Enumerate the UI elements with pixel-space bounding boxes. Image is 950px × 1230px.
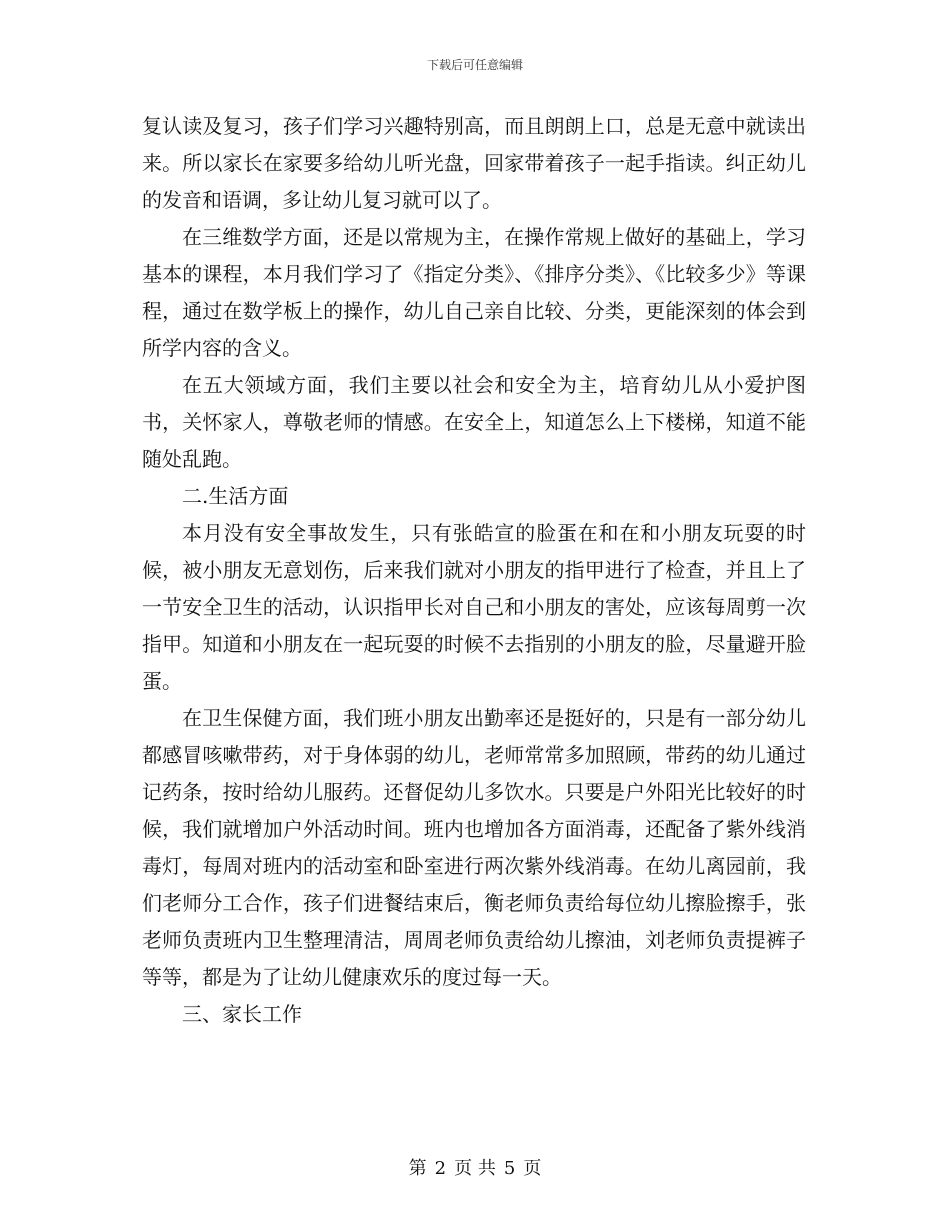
page-header-note: 下载后可任意编辑: [426, 58, 523, 72]
paragraph-3d-math: 在三维数学方面，还是以常规为主，在操作常规上做好的基础上，学习基本的课程，本月我们学习了《指定分类》、《排序分类》、《比较多少》等课程，通过在数学板上的操作，幼儿自己亲自比较、分类，更能深刻的体会到所学内容的含义。: [142, 225, 806, 360]
paragraph-review-reading: 复认读及复习，孩子们学习兴趣特别高，而且朗朗上口，总是无意中就读出来。所以家长在家要多给幼儿听光盘，回家带着孩子一起手指读。纠正幼儿的发音和语调，多让幼儿复习就可以了。: [142, 114, 806, 212]
footer-total-pages: 5: [503, 1158, 516, 1179]
page-footer: [0, 1154, 950, 1180]
footer-prefix: 第: [408, 1158, 427, 1179]
section-heading-life: 二.生活方面: [182, 484, 289, 508]
paragraph-safety: 本月没有安全事故发生，只有张皓宣的脸蛋在和在和小朋友玩耍的时候，被小朋友无意划伤，后来我们就对小朋友的指甲进行了检查，并且上了一节安全卫生的活动，认识指甲长对自己和小朋友的害处，应该每周剪一次指甲。知道和小朋友在一起玩耍的时候不去指别的小朋友的脸，尽量避开脸蛋。: [142, 521, 806, 693]
section-heading-parents: 三、家长工作: [182, 1002, 302, 1026]
document-body: [142, 108, 806, 1033]
paragraph-five-domains: 在五大领域方面，我们主要以社会和安全为主，培育幼儿从小爱护图书，关怀家人，尊敬老师的情感。在安全上，知道怎么上下楼梯，知道不能随处乱跑。: [142, 373, 806, 471]
paragraph-health-care: 在卫生保健方面，我们班小朋友出勤率还是挺好的，只是有一部分幼儿都感冒咳嗽带药，对于身体弱的幼儿，老师常常多加照顾，带药的幼儿通过记药条，按时给幼儿服药。还督促幼儿多饮水。只要是户外阳光比较好的时候，我们就增加户外活动时间。班内也增加各方面消毒，还配备了紫外线消毒灯，每周对班内的活动室和卧室进行两次紫外线消毒。在幼儿离园前，我们老师分工合作，孩子们进餐结束后，衡老师负责给每位幼儿擦脸擦手，张老师负责班内卫生整理清洁，周周老师负责给幼儿擦油，刘老师负责提裤子等等，都是为了让幼儿健康欢乐的度过每一天。: [142, 706, 806, 989]
footer-current-page: 2: [434, 1158, 447, 1179]
footer-middle: 页 共: [454, 1158, 496, 1179]
footer-suffix: 页: [523, 1158, 542, 1179]
